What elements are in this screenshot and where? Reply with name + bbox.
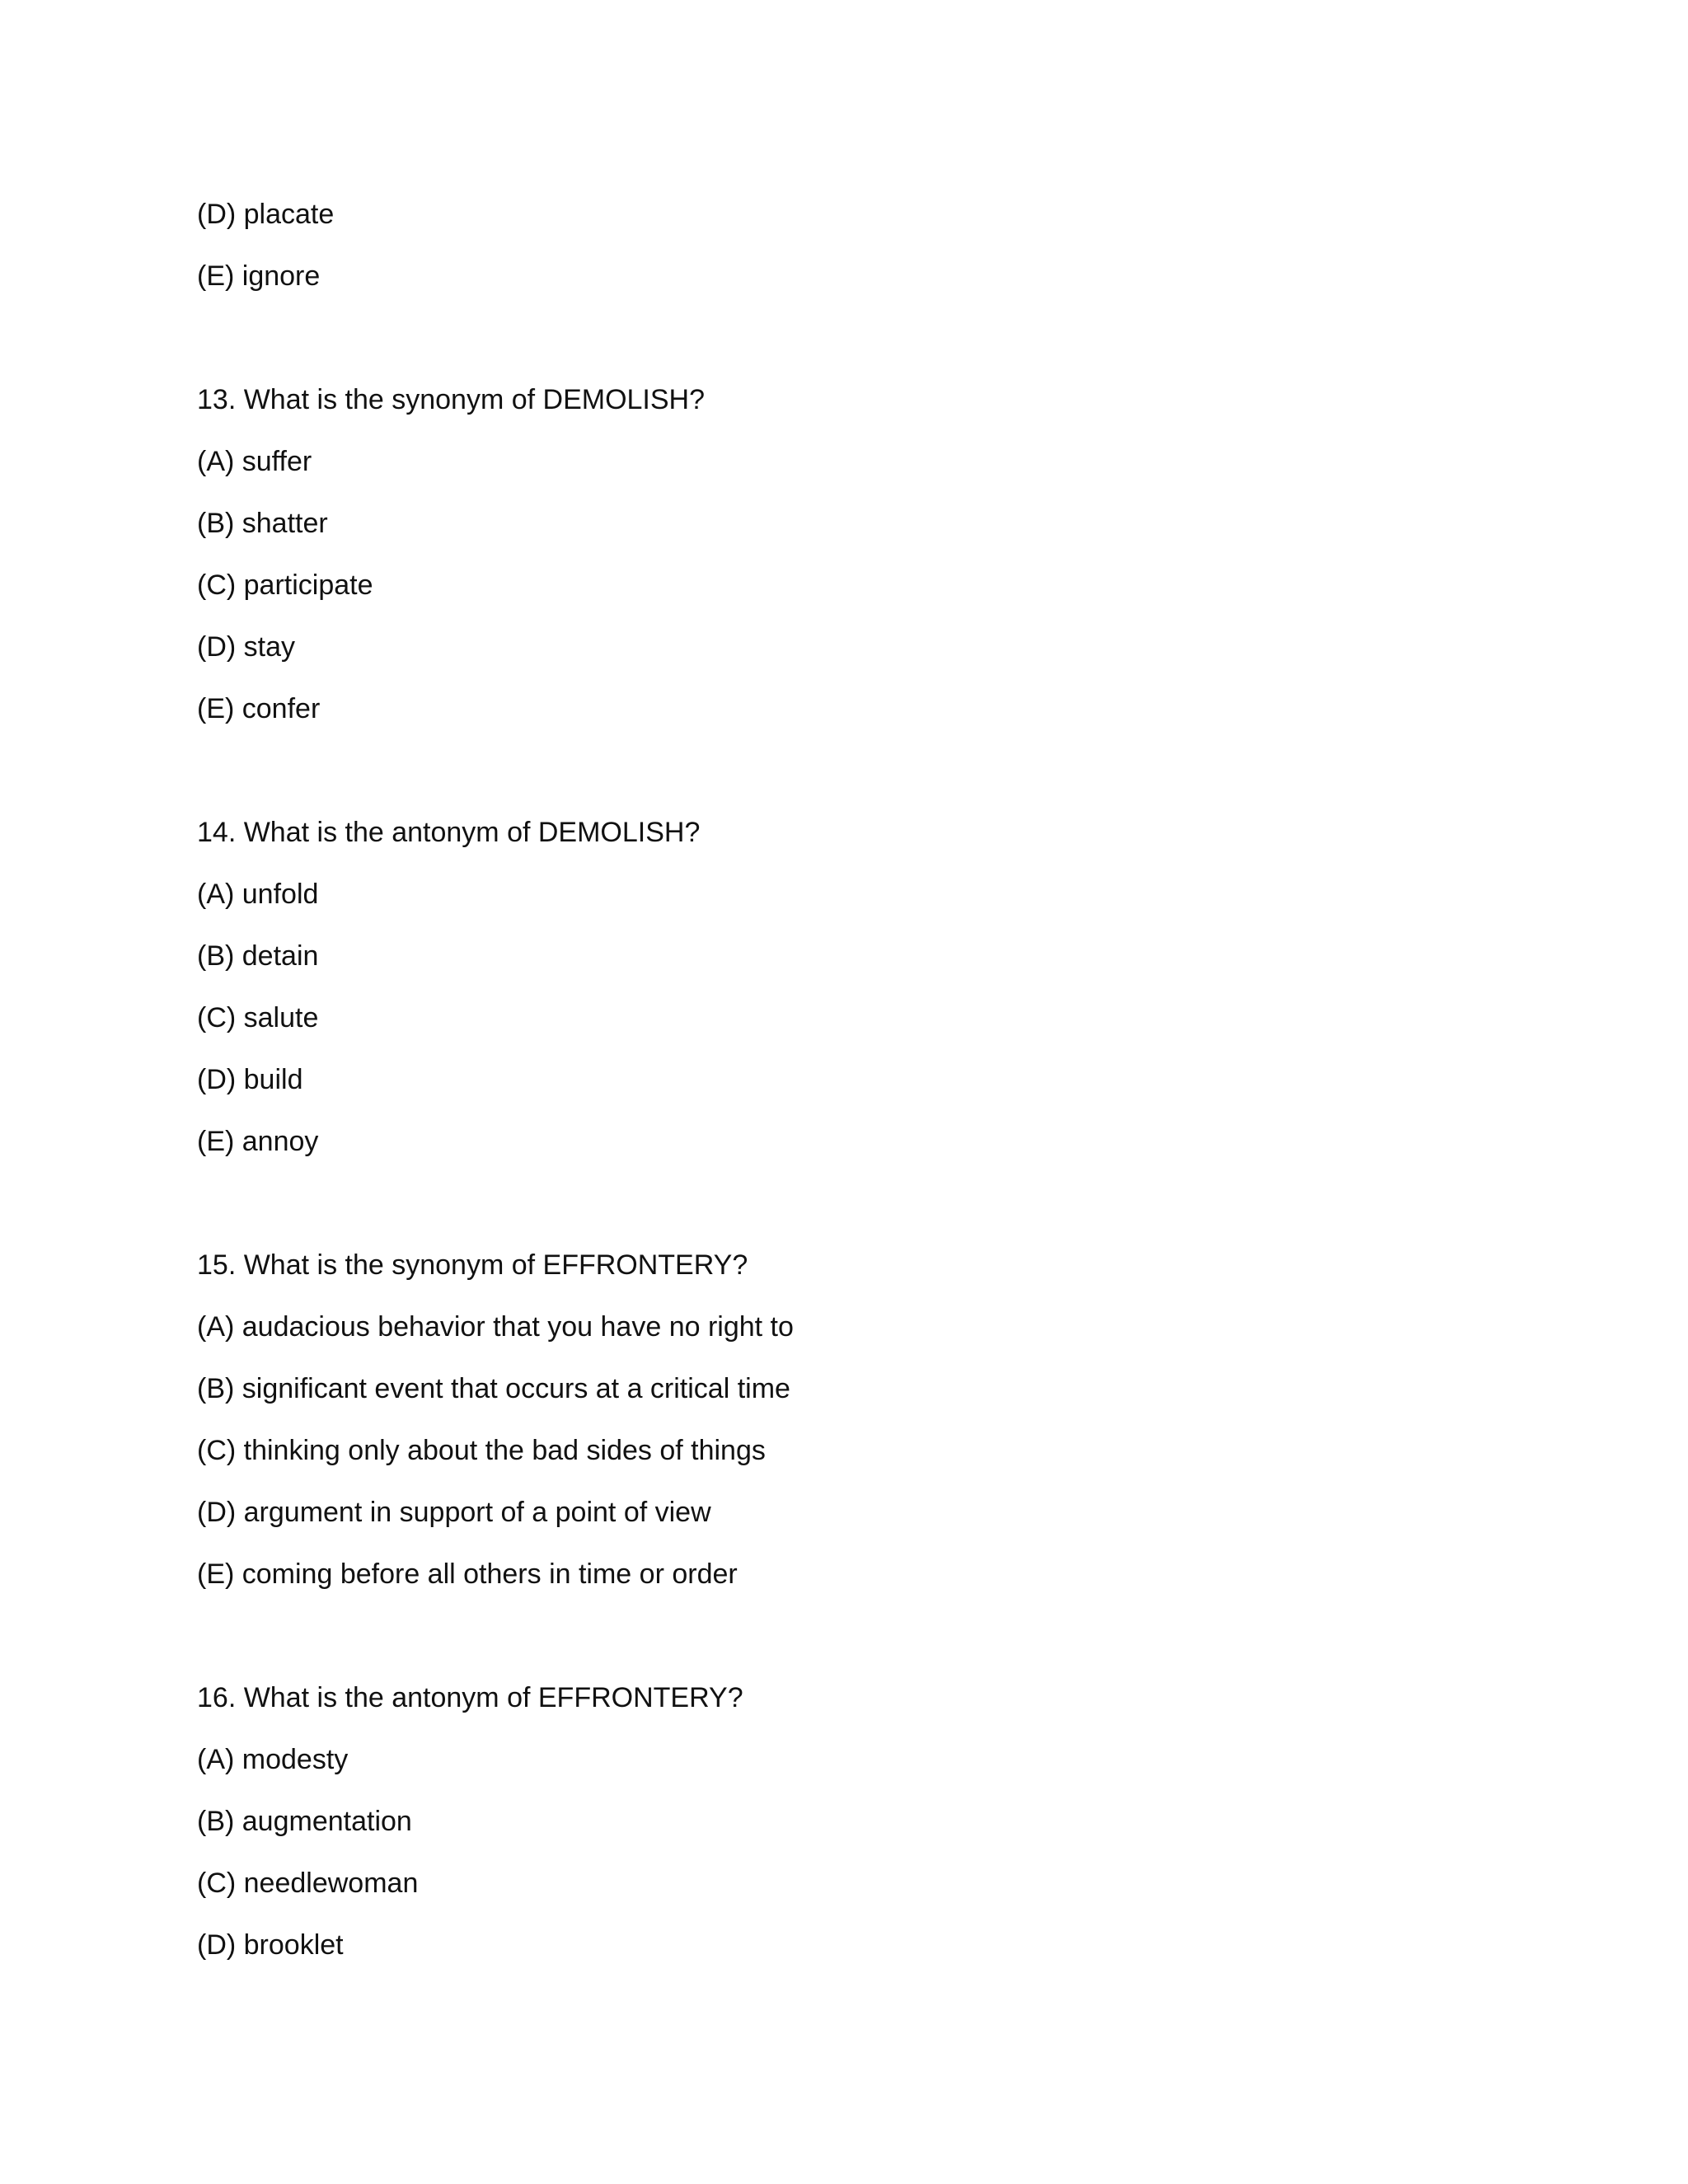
option-item: (C) needlewoman bbox=[197, 1868, 419, 1899]
question-text: 15. What is the synonym of EFFRONTERY? bbox=[197, 1249, 748, 1281]
option-item: (D) argument in support of a point of view bbox=[197, 1497, 711, 1528]
block-spacer bbox=[197, 1615, 1516, 1677]
option-item: (B) detain bbox=[197, 940, 319, 972]
option-item: (B) augmentation bbox=[197, 1806, 412, 1837]
option-item: (C) thinking only about the bad sides of things bbox=[197, 1435, 766, 1466]
option-item: (A) audacious behavior that you have no right to bbox=[197, 1311, 794, 1343]
option-item: (A) suffer bbox=[197, 446, 312, 477]
option-item: (A) modesty bbox=[197, 1744, 349, 1775]
question-text: 16. What is the antonym of EFFRONTERY? bbox=[197, 1682, 743, 1713]
option-item: (D) brooklet bbox=[197, 1929, 344, 1961]
block-spacer bbox=[197, 1183, 1516, 1244]
option-item: (E) ignore bbox=[197, 260, 321, 292]
option-item: (B) significant event that occurs at a critical time bbox=[197, 1373, 790, 1404]
option-item: (B) shatter bbox=[197, 508, 328, 539]
page-content bbox=[197, 194, 1516, 1986]
option-item: (E) coming before all others in time or order bbox=[197, 1558, 738, 1590]
option-item: (C) salute bbox=[197, 1002, 319, 1033]
option-item: (E) confer bbox=[197, 693, 321, 724]
block-spacer bbox=[197, 317, 1516, 379]
option-item: (D) stay bbox=[197, 631, 295, 663]
option-item: (C) participate bbox=[197, 569, 373, 601]
question-text: 14. What is the antonym of DEMOLISH? bbox=[197, 817, 701, 848]
option-item: (D) build bbox=[197, 1064, 303, 1095]
block-spacer bbox=[197, 750, 1516, 812]
option-item: (A) unfold bbox=[197, 879, 319, 910]
option-item: (E) annoy bbox=[197, 1126, 319, 1157]
question-text: 13. What is the synonym of DEMOLISH? bbox=[197, 384, 706, 415]
option-item: (D) placate bbox=[197, 199, 335, 230]
